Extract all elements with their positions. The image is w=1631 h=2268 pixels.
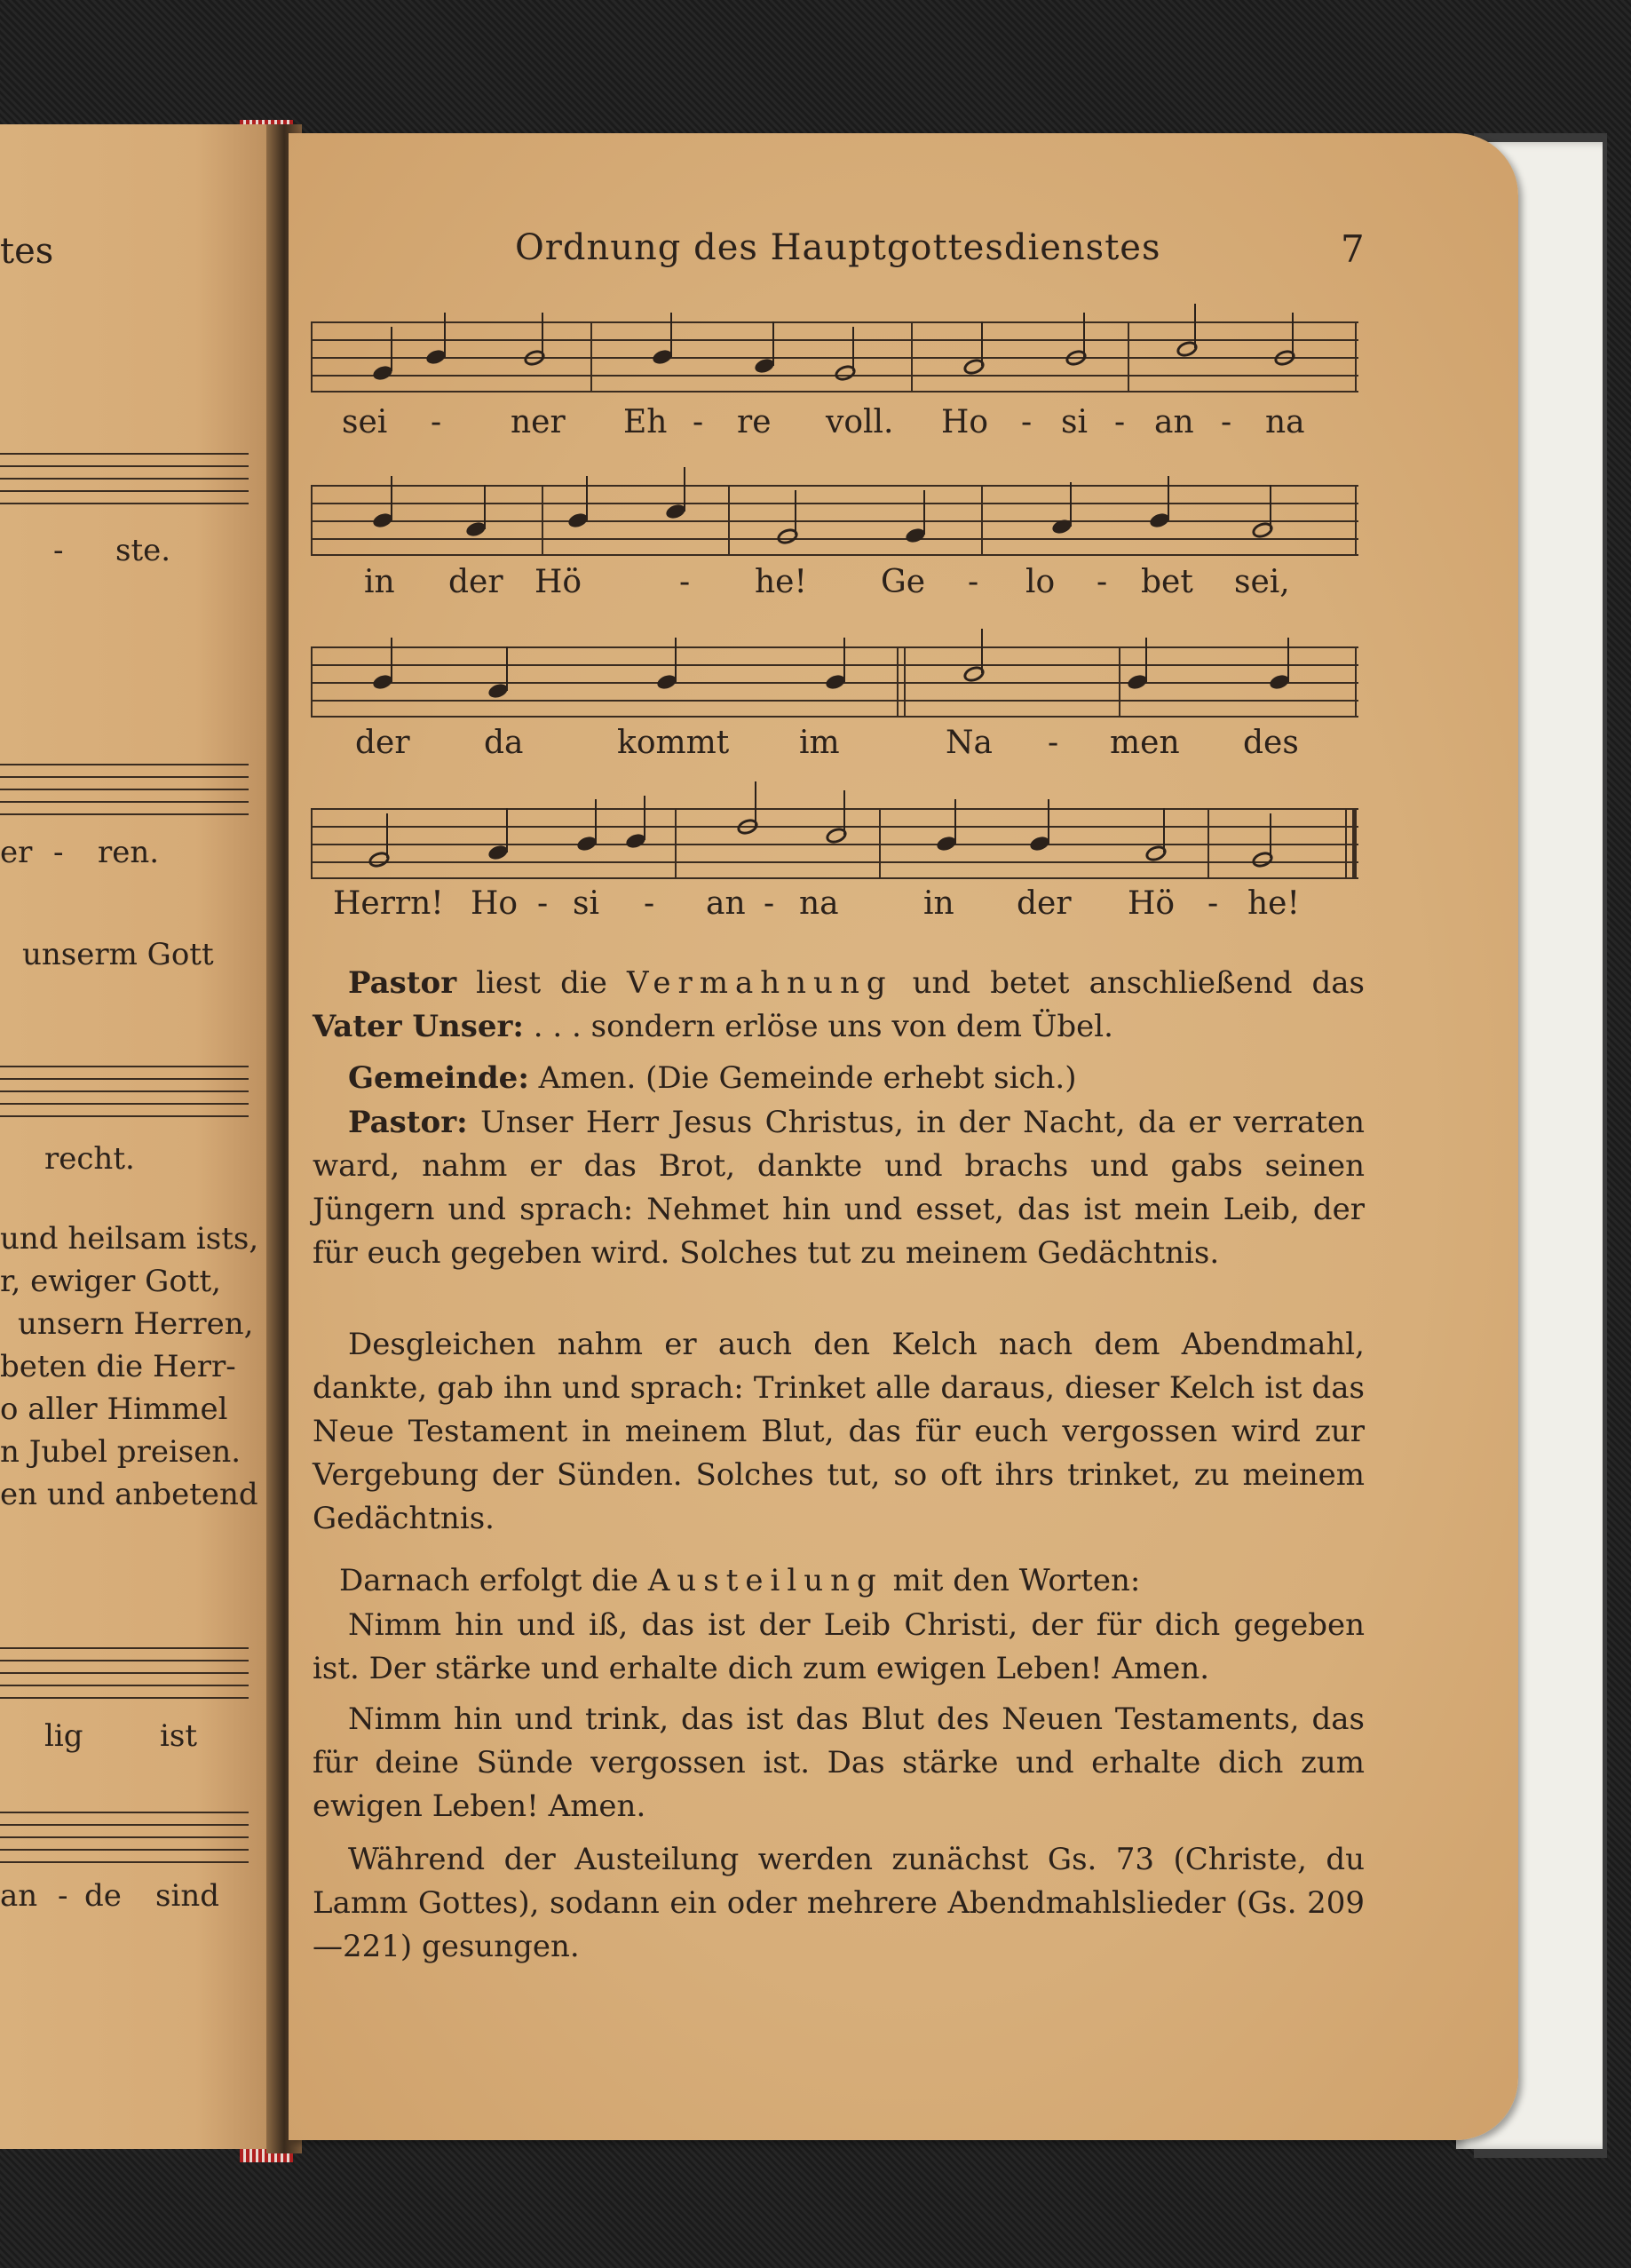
words-of-institution-cup <box>313 1323 1365 1541</box>
left-text-line: und heilsam ists, <box>0 1221 259 1257</box>
syllable: Hö <box>534 564 582 600</box>
syllable: na <box>799 885 839 922</box>
left-syllable: ren. <box>98 835 160 870</box>
syllable: - <box>1021 404 1033 440</box>
syllable: men <box>1110 725 1180 761</box>
text-span: . . . sondern erlöse uns von dem Übel. <box>523 1009 1113 1044</box>
music-staff-2 <box>311 485 1358 556</box>
lyrics-line-2 <box>337 564 1358 608</box>
left-syllable: an <box>0 1878 38 1914</box>
syllable: - <box>693 404 704 440</box>
left-header-fragment: tes <box>0 231 54 272</box>
left-text-line: o aller Himmel <box>0 1392 228 1427</box>
syllable: - <box>1207 885 1219 922</box>
paragraph: Nimm hin und trink, das ist das Blut des Neuen Testaments, das für deine Sünde vergossen ist. Das stärke und erhalte dich zum ewigen Leben! Amen. <box>313 1701 1365 1824</box>
syllable: des <box>1243 725 1299 761</box>
left-syllable: - <box>58 1878 68 1914</box>
syllable: sei <box>342 404 388 440</box>
page-title: Ordnung des Hauptgottesdienstes <box>515 227 1161 268</box>
left-syllable: - <box>53 835 64 870</box>
left-page <box>0 124 280 2149</box>
syllable: sei, <box>1234 564 1290 600</box>
text-span: Darnach erfolgt die <box>339 1563 648 1598</box>
left-syllable: de <box>84 1878 122 1914</box>
rubric-vermahnung <box>313 962 1365 1049</box>
speaker-label: Pastor: <box>348 1105 468 1140</box>
syllable: bet <box>1141 564 1193 600</box>
syllable: Na <box>946 725 993 761</box>
hymn-rubric <box>313 1838 1365 1969</box>
congregation-response <box>313 1057 1365 1100</box>
text-span: Amen. (Die Gemeinde erhebt sich.) <box>528 1060 1077 1096</box>
syllable: he! <box>1247 885 1300 922</box>
distribution-cup <box>313 1698 1365 1828</box>
left-text-line: n Jubel preisen. <box>0 1434 241 1470</box>
syllable: der <box>448 564 503 600</box>
text-span: Unser Herr Jesus Christus, in der Nacht, da er verraten ward, nahm er das Brot, dankte und brachs und gabs seinen Jüngern und sprach: Nehmet hin und esset, das ist mein Leib, der für euch gegeben wird. Solches tut zu meinem Gedächtnis. <box>313 1105 1365 1271</box>
syllable: - <box>679 564 691 600</box>
syllable: der <box>1017 885 1072 922</box>
distribution-bread <box>313 1604 1365 1691</box>
page-number: 7 <box>1341 227 1365 271</box>
text-span: Austeilung <box>647 1563 883 1598</box>
syllable: kommt <box>617 725 730 761</box>
syllable: si <box>1061 404 1088 440</box>
left-syllable: - <box>53 533 64 568</box>
left-staff <box>0 1647 249 1704</box>
syllable: Ge <box>881 564 926 600</box>
text-span: und betet anschließend das <box>892 965 1365 1001</box>
left-syllable: ste. <box>115 533 171 568</box>
syllable: Herrn! <box>333 885 444 922</box>
syllable: - <box>968 564 979 600</box>
syllable: si <box>573 885 599 922</box>
syllable: - <box>1048 725 1059 761</box>
syllable: - <box>431 404 442 440</box>
text-span: Vermahnung <box>626 965 893 1001</box>
left-syllable: recht. <box>44 1141 135 1177</box>
left-staff <box>0 1066 249 1122</box>
left-text-line: unserm Gott <box>22 937 214 972</box>
syllable: Hö <box>1128 885 1176 922</box>
syllable: in <box>923 885 954 922</box>
paragraph: Während der Austeilung werden zunächst Gs. 73 (Christe, du Lamm Gottes), sodann ein oder mehrere Abendmahlslieder (Gs. 209—221) gesungen. <box>313 1842 1365 1964</box>
left-syllable: lig <box>44 1718 83 1754</box>
lyrics-line-1 <box>337 404 1358 448</box>
syllable: voll. <box>826 404 894 440</box>
left-staff <box>0 764 249 821</box>
left-text-line: unsern Herren, <box>18 1306 254 1342</box>
lyrics-line-3 <box>337 725 1358 769</box>
text-span: mit den Worten: <box>883 1563 1141 1598</box>
syllable: im <box>799 725 840 761</box>
left-staff <box>0 453 249 510</box>
syllable: he! <box>755 564 807 600</box>
syllable: re <box>737 404 772 440</box>
syllable: da <box>484 725 524 761</box>
syllable: - <box>1221 404 1232 440</box>
syllable: der <box>355 725 410 761</box>
paragraph: Nimm hin und iß, das ist der Leib Christi, der für dich gegeben ist. Der stärke und erhalte dich zum ewigen Leben! Amen. <box>313 1607 1365 1686</box>
syllable: an <box>706 885 746 922</box>
syllable: ner <box>511 404 566 440</box>
syllable: - <box>537 885 549 922</box>
syllable: an <box>1154 404 1194 440</box>
syllable: - <box>764 885 775 922</box>
paragraph: Desgleichen nahm er auch den Kelch nach dem Abendmahl, dankte, gab ihn und sprach: Trinket alle daraus, dieser Kelch ist das Neue Testament in meinem Blut, das für euch vergossen wird zur Vergebung der Sünden. Solches tut, so oft ihrs trinket, zu meinem Gedächtnis. <box>313 1327 1365 1536</box>
syllable: in <box>364 564 395 600</box>
left-staff <box>0 1812 249 1868</box>
syllable: na <box>1265 404 1305 440</box>
left-text-line: r, ewiger Gott, <box>0 1264 221 1299</box>
music-staff-1 <box>311 321 1358 393</box>
syllable: Ho <box>941 404 989 440</box>
left-syllable: er <box>0 835 33 870</box>
lyrics-line-4 <box>333 885 1358 930</box>
music-staff-3 <box>311 646 1358 718</box>
text-span: liest die <box>456 965 627 1001</box>
words-of-institution-bread <box>313 1101 1365 1275</box>
syllable: Eh <box>623 404 668 440</box>
left-syllable: ist <box>160 1718 197 1754</box>
left-text-line: en und anbetend <box>0 1477 258 1512</box>
speaker-label: Gemeinde: <box>348 1060 529 1096</box>
left-text-line: beten die Herr- <box>0 1349 236 1384</box>
music-staff-4 <box>311 808 1358 879</box>
syllable: lo <box>1025 564 1056 600</box>
syllable: Ho <box>471 885 519 922</box>
syllable: - <box>644 885 655 922</box>
speaker-label: Pastor <box>348 965 457 1001</box>
speaker-label: Vater Unser: <box>313 1009 524 1044</box>
syllable: - <box>1114 404 1126 440</box>
syllable: - <box>1097 564 1108 600</box>
distribution-rubric <box>313 1559 1365 1603</box>
left-syllable: sind <box>155 1878 219 1914</box>
